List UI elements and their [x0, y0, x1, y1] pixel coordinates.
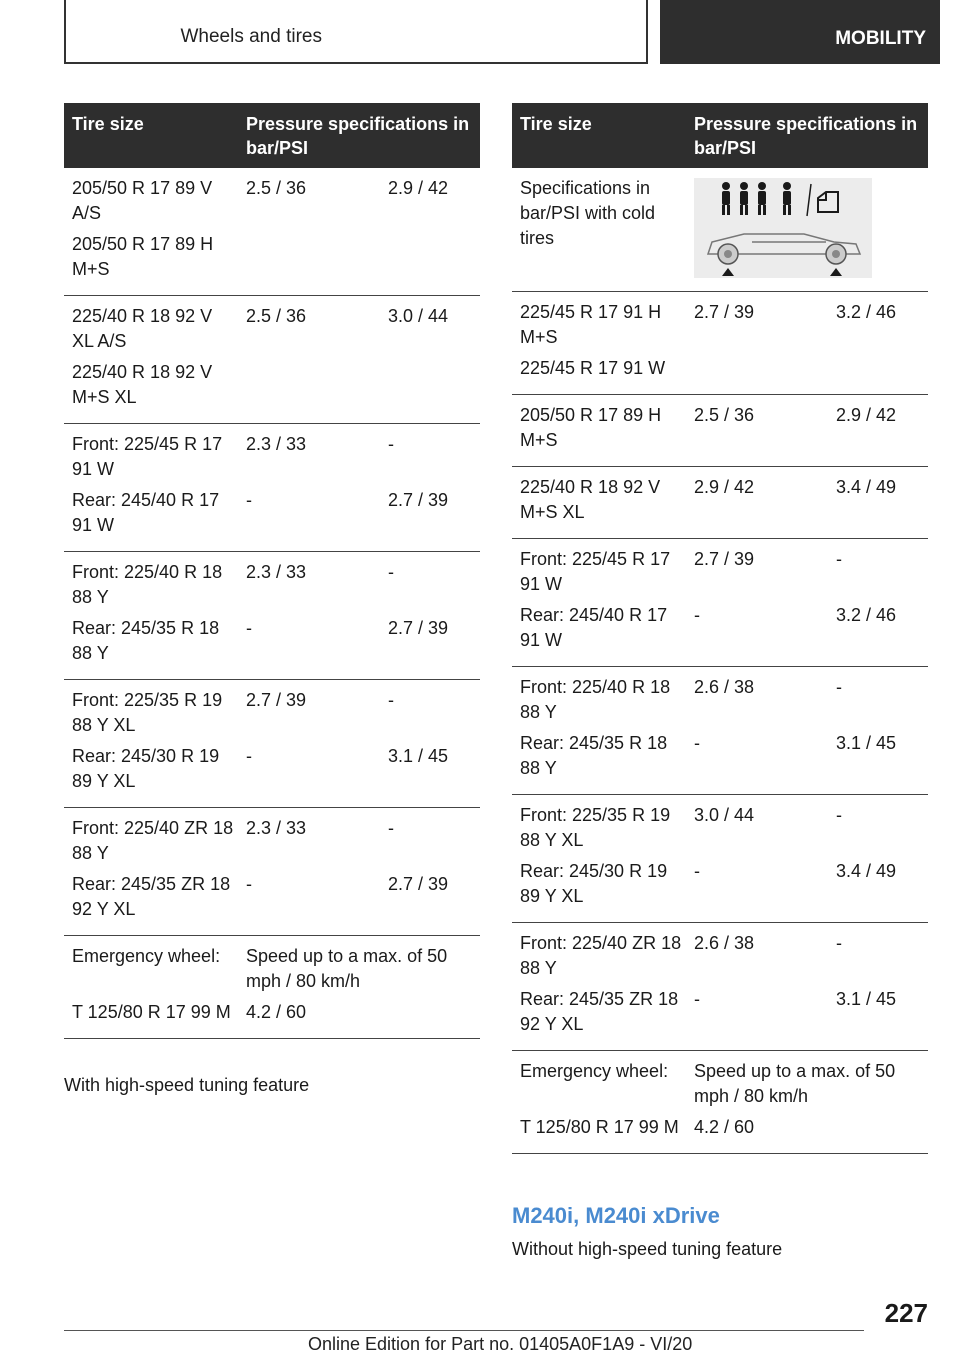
table-header-row — [64, 103, 480, 168]
pressure-rear-cell: - — [836, 549, 842, 569]
table-row — [512, 292, 928, 351]
tire-size-cell: 225/40 R 18 92 V XL A/S — [72, 306, 213, 351]
pressure-rear-cell: 3.1 / 45 — [380, 738, 480, 808]
tire-size-cell: 205/50 R 17 89 H M+S — [64, 226, 238, 296]
tire-size-cell: Rear: 245/35 R 18 88 Y — [64, 610, 238, 680]
tire-size-cell: 225/40 R 18 92 V M+S XL — [64, 354, 238, 424]
tire-size-cell: Front: 225/35 R 19 88 Y XL — [72, 690, 223, 735]
emergency-label: Emergency wheel: — [520, 1061, 669, 1081]
table-row — [64, 552, 480, 611]
tire-size-cell: 205/50 R 17 89 H M+S — [512, 395, 686, 467]
table-row — [512, 395, 928, 467]
pressure-rear-cell: 2.9 / 42 — [388, 178, 449, 198]
pressure-rear-cell — [380, 226, 480, 296]
pressure-rear-cell: 2.7 / 39 — [380, 610, 480, 680]
pressure-rear-cell: - — [836, 677, 842, 697]
pressure-rear-cell: 3.2 / 46 — [836, 302, 897, 322]
tire-pressure-table-left — [64, 103, 480, 1039]
table-row — [64, 738, 480, 808]
table-row — [64, 226, 480, 296]
pressure-front-cell: - — [686, 981, 828, 1051]
table-row — [512, 853, 928, 923]
pressure-front-cell: - — [238, 738, 380, 808]
pressure-front-cell: 2.3 / 33 — [246, 818, 307, 838]
pressure-front-cell: 2.5 / 36 — [686, 395, 828, 467]
pressure-rear-cell: - — [388, 818, 394, 838]
spec-label: Specifications in bar/PSI with cold tires — [512, 168, 686, 292]
tire-size-cell: Rear: 245/30 R 19 89 Y XL — [512, 853, 686, 923]
emergency-pressure: 4.2 / 60 — [686, 1109, 928, 1154]
tire-size-cell: 225/40 R 18 92 V M+S XL — [512, 467, 686, 539]
tire-size-cell: 225/45 R 17 91 W — [512, 350, 686, 395]
table-row — [64, 354, 480, 424]
emergency-pressure: 4.2 / 60 — [238, 994, 480, 1039]
pressure-front-cell: 2.6 / 38 — [694, 677, 755, 697]
tire-size-cell: Front: 225/40 R 18 88 Y — [520, 677, 671, 722]
table-row — [64, 936, 480, 995]
table-row — [512, 597, 928, 667]
emergency-speed-note: Speed up to a max. of 50 mph / 80 km/h — [246, 946, 448, 991]
header-tire-size: Tire size — [512, 103, 686, 168]
tire-size-cell: Front: 225/40 ZR 18 88 Y — [72, 818, 234, 863]
tire-size-cell: Front: 225/40 ZR 18 88 Y — [520, 933, 682, 978]
table-row — [64, 168, 480, 226]
pressure-rear-cell: 3.1 / 45 — [828, 981, 928, 1051]
table-row — [512, 981, 928, 1051]
pressure-front-cell: 2.9 / 42 — [686, 467, 828, 539]
tire-size-cell: 225/45 R 17 91 H M+S — [520, 302, 662, 347]
pressure-rear-cell — [380, 354, 480, 424]
pressure-front-cell — [238, 226, 380, 296]
table-row — [512, 923, 928, 982]
right-column — [512, 103, 928, 1154]
pressure-front-cell: 2.5 / 36 — [246, 306, 307, 326]
table-row — [512, 1051, 928, 1110]
left-footnote: With high-speed tuning feature — [64, 1075, 310, 1095]
emergency-label: Emergency wheel: — [72, 946, 221, 966]
footer-divider — [64, 1330, 864, 1331]
pressure-front-cell: 2.3 / 33 — [246, 562, 307, 582]
pressure-rear-cell: 2.7 / 39 — [380, 482, 480, 552]
pressure-front-cell: - — [686, 597, 828, 667]
tire-size-cell: Rear: 245/35 ZR 18 92 Y XL — [64, 866, 238, 936]
tire-size-cell: Front: 225/35 R 19 88 Y XL — [520, 805, 671, 850]
tire-size-cell: Front: 225/45 R 17 91 W — [520, 549, 671, 594]
table-row — [64, 808, 480, 867]
pressure-rear-cell: - — [388, 434, 394, 454]
pressure-front-cell: 2.7 / 39 — [694, 549, 755, 569]
section-heading: M240i, M240i xDrive — [512, 1203, 720, 1228]
table-row — [64, 296, 480, 355]
tire-pressure-table-right — [512, 103, 928, 1154]
section-subheading: Without high-speed tuning feature — [512, 1239, 783, 1259]
page-number: 227 — [884, 1298, 928, 1328]
emergency-speed-note: Speed up to a max. of 50 mph / 80 km/h — [694, 1061, 896, 1106]
table-header-row — [512, 103, 928, 168]
table-row — [512, 795, 928, 854]
pressure-rear-cell: 3.0 / 44 — [388, 306, 449, 326]
table-row — [512, 350, 928, 395]
pressure-front-cell: - — [238, 482, 380, 552]
emergency-tire: T 125/80 R 17 99 M — [512, 1109, 686, 1154]
table-row — [64, 482, 480, 552]
tire-size-cell: Rear: 245/30 R 19 89 Y XL — [64, 738, 238, 808]
header-tire-size: Tire size — [64, 103, 238, 168]
header-pressure: Pressure specifications in bar/PSI — [686, 103, 928, 168]
pressure-front-cell: - — [686, 725, 828, 795]
table-row — [512, 168, 928, 292]
tire-size-cell: Front: 225/45 R 17 91 W — [72, 434, 223, 479]
emergency-tire: T 125/80 R 17 99 M — [64, 994, 238, 1039]
table-row — [64, 610, 480, 680]
pressure-rear-cell: - — [388, 562, 394, 582]
pressure-rear-cell: 3.2 / 46 — [828, 597, 928, 667]
pressure-rear-cell — [828, 350, 928, 395]
table-row — [512, 539, 928, 598]
tire-size-cell: Rear: 245/35 ZR 18 92 Y XL — [512, 981, 686, 1051]
pressure-rear-cell: 3.4 / 49 — [828, 467, 928, 539]
tire-size-cell: 205/50 R 17 89 V A/S — [72, 178, 213, 223]
table-row — [512, 467, 928, 539]
tire-size-cell: Rear: 245/40 R 17 91 W — [512, 597, 686, 667]
pressure-front-cell: - — [238, 610, 380, 680]
header-frame — [64, 0, 648, 64]
pressure-rear-cell: 3.1 / 45 — [828, 725, 928, 795]
pressure-front-cell: - — [686, 853, 828, 923]
pressure-rear-cell: 2.7 / 39 — [380, 866, 480, 936]
pressure-front-cell — [686, 350, 828, 395]
table-row — [512, 725, 928, 795]
pressure-front-cell: 2.6 / 38 — [694, 933, 755, 953]
table-row — [64, 680, 480, 739]
tire-size-cell: Front: 225/40 R 18 88 Y — [72, 562, 223, 607]
tire-size-cell: Rear: 245/40 R 17 91 W — [64, 482, 238, 552]
pressure-rear-cell: - — [388, 690, 394, 710]
pressure-rear-cell: - — [836, 933, 842, 953]
table-row — [64, 424, 480, 483]
pressure-front-cell: 2.3 / 33 — [246, 434, 307, 454]
pressure-rear-cell: 2.9 / 42 — [828, 395, 928, 467]
pressure-front-cell: - — [238, 866, 380, 936]
pressure-front-cell: 2.7 / 39 — [246, 690, 307, 710]
table-row — [512, 1109, 928, 1154]
header-pressure: Pressure specifications in bar/PSI — [238, 103, 480, 168]
table-row — [512, 667, 928, 726]
table-row — [64, 994, 480, 1039]
pressure-rear-cell: 3.4 / 49 — [828, 853, 928, 923]
tire-size-cell: Rear: 245/35 R 18 88 Y — [512, 725, 686, 795]
header-mobility-tab: MOBILITY — [660, 0, 940, 64]
left-column — [64, 103, 480, 1039]
pressure-front-cell: 2.5 / 36 — [246, 178, 307, 198]
pressure-front-cell: 3.0 / 44 — [694, 805, 755, 825]
pressure-rear-cell: - — [836, 805, 842, 825]
pressure-front-cell: 2.7 / 39 — [694, 302, 755, 322]
table-row — [64, 866, 480, 936]
pressure-front-cell — [238, 354, 380, 424]
footer-edition: Online Edition for Part no. 01405A0F1A9 - VI/20 — [308, 1334, 693, 1354]
occupant-load-and-car-icon — [694, 178, 872, 278]
header-section-title: Wheels and tires — [180, 26, 322, 47]
